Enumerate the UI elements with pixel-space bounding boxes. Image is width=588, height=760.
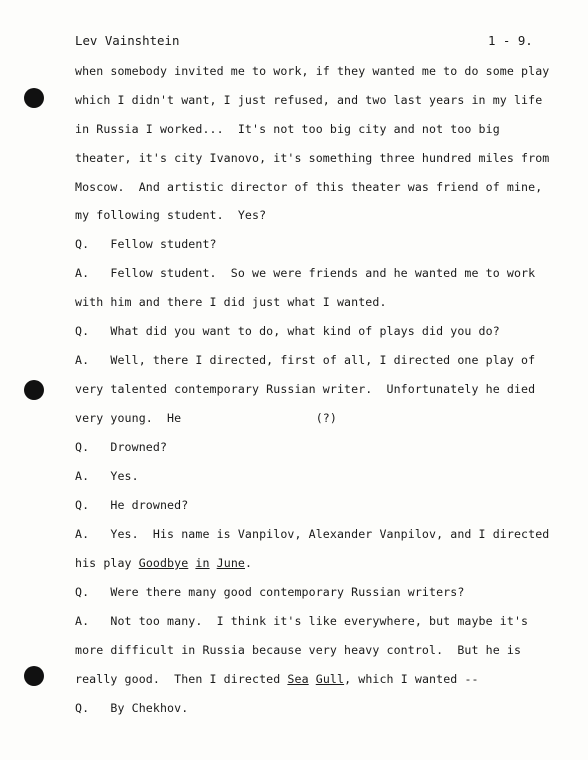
transcript-line: A. Yes. [75, 469, 139, 483]
play-title-in: in [195, 556, 210, 570]
transcript-line: A. Well, there I directed, first of all, I directed one play of [75, 353, 536, 367]
binder-hole [24, 666, 44, 686]
transcript-line: A. Yes. His name is Vanpilov, Alexander Vanpilov, and I directed [75, 527, 550, 541]
transcript-line: Q. By Chekhov. [75, 701, 189, 715]
transcript-line: Q. Fellow student? [75, 237, 217, 251]
transcript-line: Q. Drowned? [75, 440, 168, 454]
transcript-line: A. Fellow student. So we were friends and he wanted me to work [75, 266, 536, 280]
binder-hole [24, 380, 44, 400]
transcript-line: in Russia I worked... It's not too big city and not too big [75, 122, 500, 136]
transcript-line: Q. Were there many good contemporary Russian writers? [75, 585, 465, 599]
line-text: , which I wanted -- [344, 672, 479, 686]
transcript-line: Q. What did you want to do, what kind of plays did you do? [75, 324, 500, 338]
play-title-goodbye: Goodbye [138, 556, 189, 570]
play-title-gull: Gull [315, 672, 345, 686]
header-interviewee-name: Lev Vainshtein [75, 33, 180, 48]
header-page-number: 1 - 9. [488, 33, 533, 48]
transcript-line: A. Not too many. I think it's like everywhere, but maybe it's [75, 614, 529, 628]
transcript-line: which I didn't want, I just refused, and two last years in my life [75, 93, 543, 107]
line-text: his play [75, 556, 139, 570]
transcript-line: my following student. Yes? [75, 208, 267, 222]
play-title-june: June [216, 556, 245, 570]
transcript-line: very talented contemporary Russian writer. Unfortunately he died [75, 382, 536, 396]
binder-hole [24, 88, 44, 108]
transcript-line: when somebody invited me to work, if they wanted me to do some play [75, 64, 550, 78]
line-text: . [244, 556, 253, 570]
line-text: really good. Then I directed [75, 672, 288, 686]
transcript-line: Moscow. And artistic director of this theater was friend of mine, [75, 180, 543, 194]
transcript-line: very young. He (?) [75, 411, 337, 425]
transcript-line [75, 672, 479, 686]
transcript-line [75, 556, 252, 570]
transcript-line: with him and there I did just what I wanted. [75, 295, 387, 309]
transcript-line: theater, it's city Ivanovo, it's something three hundred miles from [75, 151, 550, 165]
play-title-sea: Sea [287, 672, 309, 686]
transcript-line: Q. He drowned? [75, 498, 189, 512]
transcript-line: more difficult in Russia because very heavy control. But he is [75, 643, 522, 657]
